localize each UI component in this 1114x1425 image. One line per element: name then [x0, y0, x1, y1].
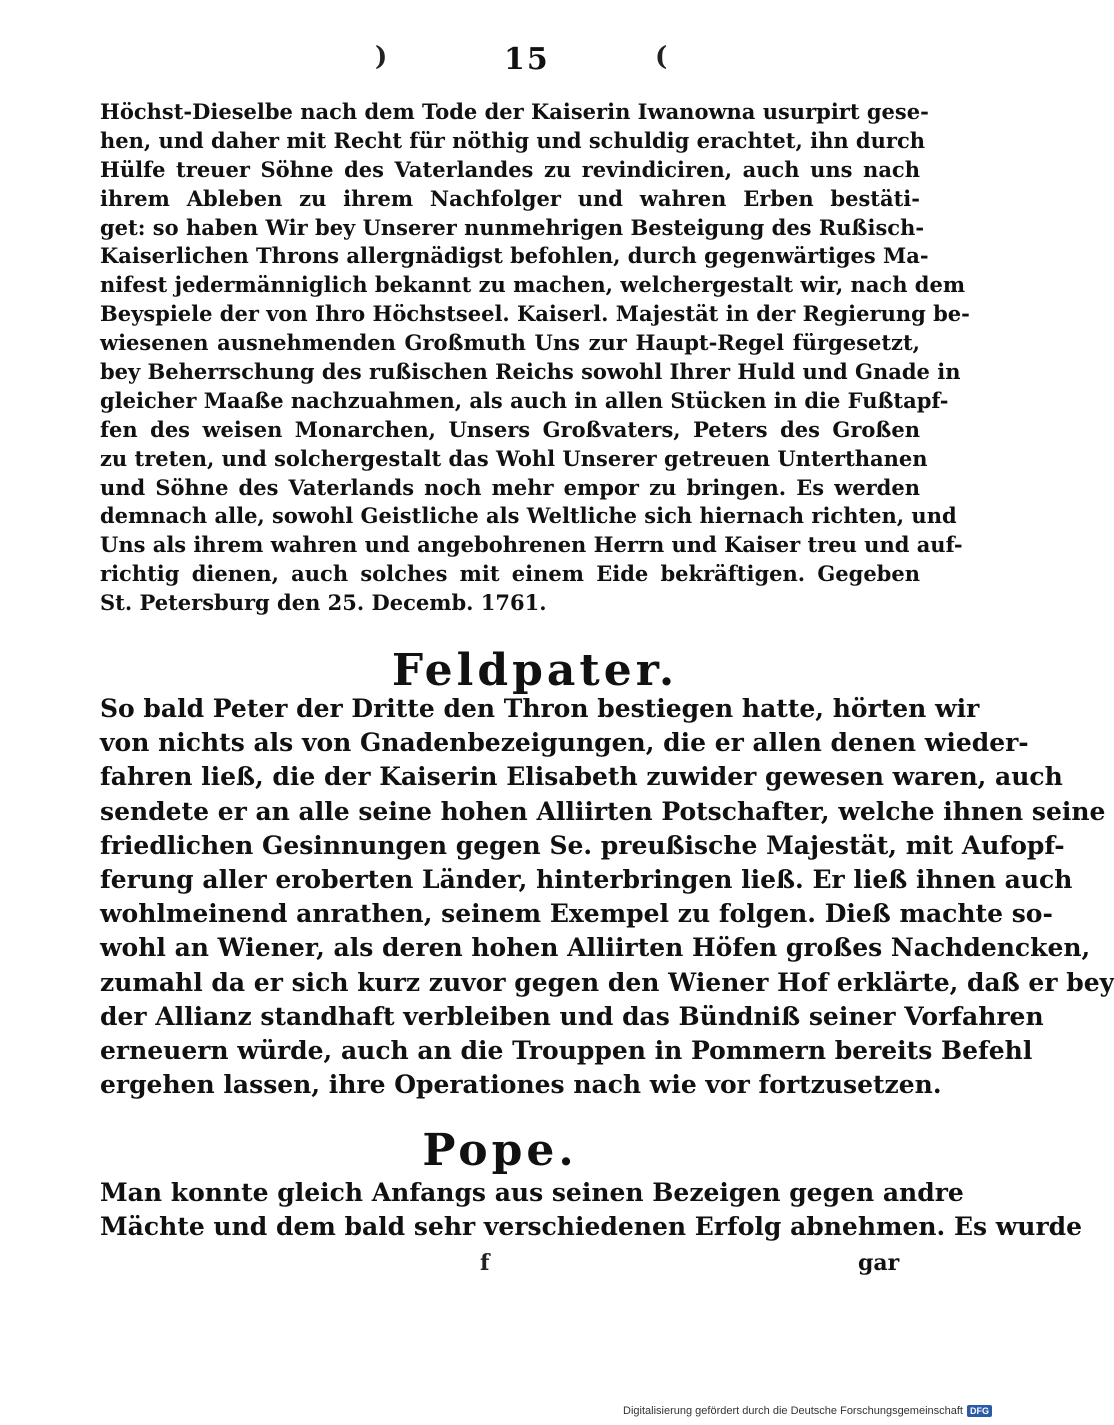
text-line: ergehen lassen, ihre Operationes nach wie vor fortzusetzen.: [100, 1070, 942, 1100]
text-line: Man konnte gleich Anfangs aus seinen Bezeigen gegen andre: [100, 1178, 964, 1207]
text-line: Uns als ihrem wahren und angebohrenen Herrn und Kaiser treu und auf-: [100, 532, 963, 558]
text-line: demnach alle, sowohl Geistliche als Weltliche sich hiernach richten, und: [100, 503, 957, 529]
text-line: zumahl da er sich kurz zuvor gegen den Wiener Hof erklärte, daß er bey: [100, 967, 1114, 997]
paragraph-feldpater: [100, 692, 1114, 1102]
text-line: zu treten, und solchergestalt das Wohl Unserer getreuen Unterthanen: [100, 445, 928, 471]
text-line: get: so haben Wir bey Unserer nunmehrigen Besteigung des Rußisch-: [100, 214, 925, 240]
text-line: ferung aller eroberten Länder, hinterbringen ließ. Er ließ ihnen auch: [100, 864, 1073, 894]
header-mark-right: (: [655, 42, 668, 72]
text-line: erneuern würde, auch an die Trouppen in Pommern bereits Befehl: [100, 1035, 1033, 1065]
text-line: So bald Peter der Dritte den Thron bestiegen hatte, hörten wir: [100, 694, 980, 723]
paragraph-manifest: [100, 98, 970, 618]
text-line: fahren ließ, die der Kaiserin Elisabeth zuwider gewesen waren, auch: [100, 762, 1063, 792]
text-line: Beyspiele der von Ihro Höchstseel. Kaiserl. Majestät in der Regierung be-: [100, 301, 970, 327]
text-line: richtig dienen, auch solches mit einem Eide bekräftigen. Gegeben: [100, 561, 920, 587]
text-line: wohlmeinend anrathen, seinem Exempel zu folgen. Dieß machte so-: [100, 899, 1053, 929]
digitization-footer: [623, 1405, 992, 1417]
text-line: der Allianz standhaft verbleiben und das Bündniß seiner Vorfahren: [100, 1001, 1044, 1031]
text-line: fen des weisen Monarchen, Unsers Großvaters, Peters des Großen: [100, 416, 920, 442]
header-mark-left: ): [375, 42, 388, 72]
text-line: Mächte und dem bald sehr verschiedenen Erfolg abnehmen. Es wurde: [100, 1212, 1083, 1242]
text-line: nifest jedermänniglich bekannt zu machen, welchergestalt wir, nach dem: [100, 272, 966, 298]
text-line: von nichts als von Gnadenbezeigungen, die er allen denen wieder-: [100, 728, 1029, 758]
text-line: ihrem Ableben zu ihrem Nachfolger und wahren Erben bestäti-: [100, 185, 920, 211]
text-line: Hülfe treuer Söhne des Vaterlandes zu revindiciren, auch uns nach: [100, 156, 920, 182]
text-line: wiesenen ausnehmenden Großmuth Uns zur Haupt-Regel fürgesetzt,: [100, 330, 920, 356]
catchword: gar: [858, 1250, 900, 1276]
footer-text: Digitalisierung gefördert durch die Deutsche Forschungsgemeinschaft: [623, 1405, 963, 1417]
page-number: 15: [504, 42, 550, 77]
text-line: bey Beherrschung des rußischen Reichs sowohl Ihrer Huld und Gnade in: [100, 359, 961, 385]
text-line: wohl an Wiener, als deren hohen Alliirten Höfen großes Nachdencken,: [100, 933, 1091, 963]
text-line: sendete er an alle seine hohen Alliirten Potschafter, welche ihnen seine: [100, 796, 1106, 826]
section-heading-pope: Pope.: [422, 1125, 578, 1176]
text-line: Höchst-Dieselbe nach dem Tode der Kaiserin Iwanowna usurpirt gese-: [100, 99, 929, 124]
paragraph-pope: [100, 1176, 1083, 1244]
dfg-logo: DFG: [967, 1405, 992, 1417]
section-heading-feldpater: Feldpater.: [391, 645, 679, 696]
text-line: friedlichen Gesinnungen gegen Se. preußische Majestät, mit Aufopf-: [100, 830, 1065, 860]
text-line: gleicher Maaße nachzuahmen, als auch in allen Stücken in die Fußtapf-: [100, 387, 949, 413]
text-line: und Söhne des Vaterlands noch mehr empor zu bringen. Es werden: [100, 474, 920, 500]
text-line: Kaiserlichen Throns allergnädigst befohlen, durch gegenwärtiges Ma-: [100, 243, 929, 269]
text-line: St. Petersburg den 25. Decemb. 1761.: [100, 590, 547, 616]
signature-mark: f: [480, 1250, 490, 1276]
text-line: hen, und daher mit Recht für nöthig und schuldig erachtet, ihn durch: [100, 127, 925, 153]
